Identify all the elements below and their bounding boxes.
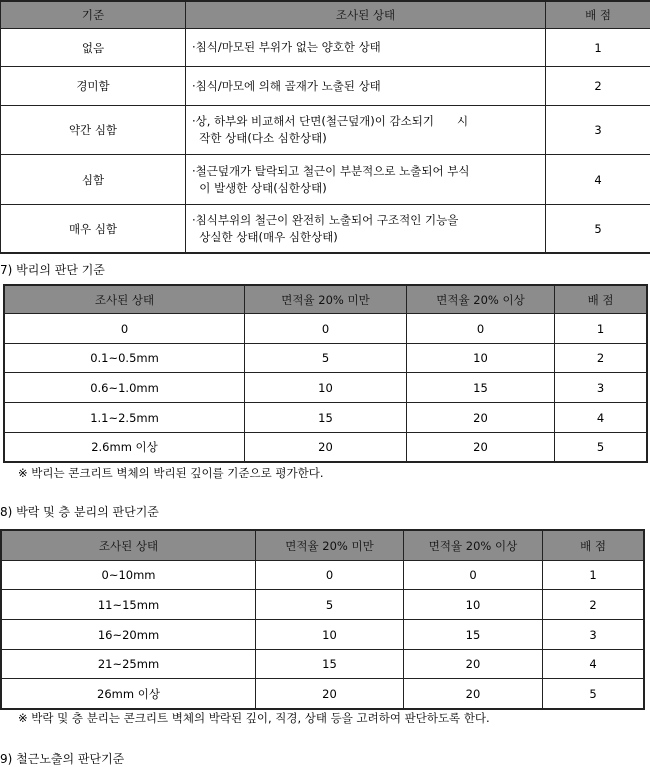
value-cell: 10 (407, 344, 555, 373)
value-cell: 10 (256, 620, 404, 650)
table-row (5, 373, 647, 403)
section-8-title: 8) 박락 및 층 분리의 판단기준 (0, 503, 159, 520)
section-7-note: ※ 박리는 콘크리트 벽체의 박리된 깊이를 기준으로 평가한다. (18, 465, 324, 481)
score-cell: 5 (555, 433, 647, 462)
value-cell: 15 (256, 650, 404, 679)
column-header: 기준 (1, 2, 186, 29)
condition-description: ·침식/마모된 부위가 없는 양호한 상태 (186, 29, 546, 67)
table-row (2, 650, 644, 679)
value-cell: 15 (404, 620, 543, 650)
condition-cell: 0.6~1.0mm (5, 373, 245, 403)
score-cell: 4 (543, 650, 644, 679)
criterion-level: 심함 (1, 155, 186, 205)
column-header: 배 점 (546, 2, 650, 29)
value-cell: 20 (407, 433, 555, 462)
column-header: 배 점 (555, 286, 647, 314)
table-row (5, 403, 647, 433)
condition-cell: 11~15mm (2, 590, 256, 620)
value-cell: 20 (407, 403, 555, 433)
score-cell: 5 (546, 205, 650, 253)
column-header: 면적율 20% 미만 (256, 531, 404, 561)
score-cell: 2 (546, 67, 650, 106)
section-8-note: ※ 박락 및 층 분리는 콘크리트 벽체의 박락된 깊이, 직경, 상태 등을 고려하여 판단하도록 한다. (18, 710, 490, 726)
condition-cell: 1.1~2.5mm (5, 403, 245, 433)
value-cell: 20 (404, 679, 543, 709)
table-row (1, 29, 650, 67)
score-cell: 1 (543, 561, 644, 590)
criterion-level: 경미함 (1, 67, 186, 106)
value-cell: 20 (245, 433, 407, 462)
score-cell: 1 (555, 314, 647, 344)
condition-cell: 26mm 이상 (2, 679, 256, 709)
condition-cell: 2.6mm 이상 (5, 433, 245, 462)
condition-description: ·침식부위의 철근이 완전히 노출되어 구조적인 기능을 상실한 상태(매우 심한상태) (186, 205, 546, 253)
delamination-table (4, 285, 647, 462)
score-cell: 3 (546, 106, 650, 155)
score-cell: 4 (555, 403, 647, 433)
value-cell: 0 (404, 561, 543, 590)
condition-description: ·상, 하부와 비교해서 단면(철근덮개)이 감소되기 시 작한 상태(다소 심한상태) (186, 106, 546, 155)
table-row (5, 314, 647, 344)
value-cell: 15 (245, 403, 407, 433)
table-header-row (5, 286, 647, 314)
table-row (2, 679, 644, 709)
table-row (2, 561, 644, 590)
section-9-title: 9) 철근노출의 판단기준 (0, 750, 124, 767)
table-row (1, 106, 650, 155)
criterion-level: 없음 (1, 29, 186, 67)
erosion-criteria-table (0, 1, 650, 253)
condition-cell: 0 (5, 314, 245, 344)
section-7-title: 7) 박리의 판단 기준 (0, 261, 105, 278)
score-cell: 3 (555, 373, 647, 403)
table-header-row (1, 2, 650, 29)
column-header: 면적율 20% 미만 (245, 286, 407, 314)
value-cell: 5 (256, 590, 404, 620)
condition-description: ·철근덮개가 탈락되고 철근이 부분적으로 노출되어 부식 이 발생한 상태(심한상태) (186, 155, 546, 205)
value-cell: 0 (256, 561, 404, 590)
score-cell: 2 (543, 590, 644, 620)
score-cell: 3 (543, 620, 644, 650)
score-cell: 2 (555, 344, 647, 373)
table-row (5, 433, 647, 462)
table-row (1, 205, 650, 253)
score-cell: 1 (546, 29, 650, 67)
table-row (2, 590, 644, 620)
column-header: 조사된 상태 (5, 286, 245, 314)
condition-cell: 0.1~0.5mm (5, 344, 245, 373)
value-cell: 5 (245, 344, 407, 373)
column-header: 조사된 상태 (186, 2, 546, 29)
table-row (5, 344, 647, 373)
table-row (2, 620, 644, 650)
column-header: 면적율 20% 이상 (404, 531, 543, 561)
criterion-level: 약간 심함 (1, 106, 186, 155)
value-cell: 0 (245, 314, 407, 344)
value-cell: 20 (404, 650, 543, 679)
value-cell: 0 (407, 314, 555, 344)
table-row (1, 67, 650, 106)
condition-cell: 16~20mm (2, 620, 256, 650)
condition-cell: 21~25mm (2, 650, 256, 679)
condition-cell: 0~10mm (2, 561, 256, 590)
table-header-row (2, 531, 644, 561)
value-cell: 10 (404, 590, 543, 620)
criterion-level: 매우 심함 (1, 205, 186, 253)
column-header: 배 점 (543, 531, 644, 561)
spalling-table (1, 530, 644, 709)
column-header: 면적율 20% 이상 (407, 286, 555, 314)
value-cell: 20 (256, 679, 404, 709)
column-header: 조사된 상태 (2, 531, 256, 561)
condition-description: ·침식/마모에 의해 골재가 노출된 상태 (186, 67, 546, 106)
score-cell: 5 (543, 679, 644, 709)
score-cell: 4 (546, 155, 650, 205)
value-cell: 10 (245, 373, 407, 403)
value-cell: 15 (407, 373, 555, 403)
table-row (1, 155, 650, 205)
